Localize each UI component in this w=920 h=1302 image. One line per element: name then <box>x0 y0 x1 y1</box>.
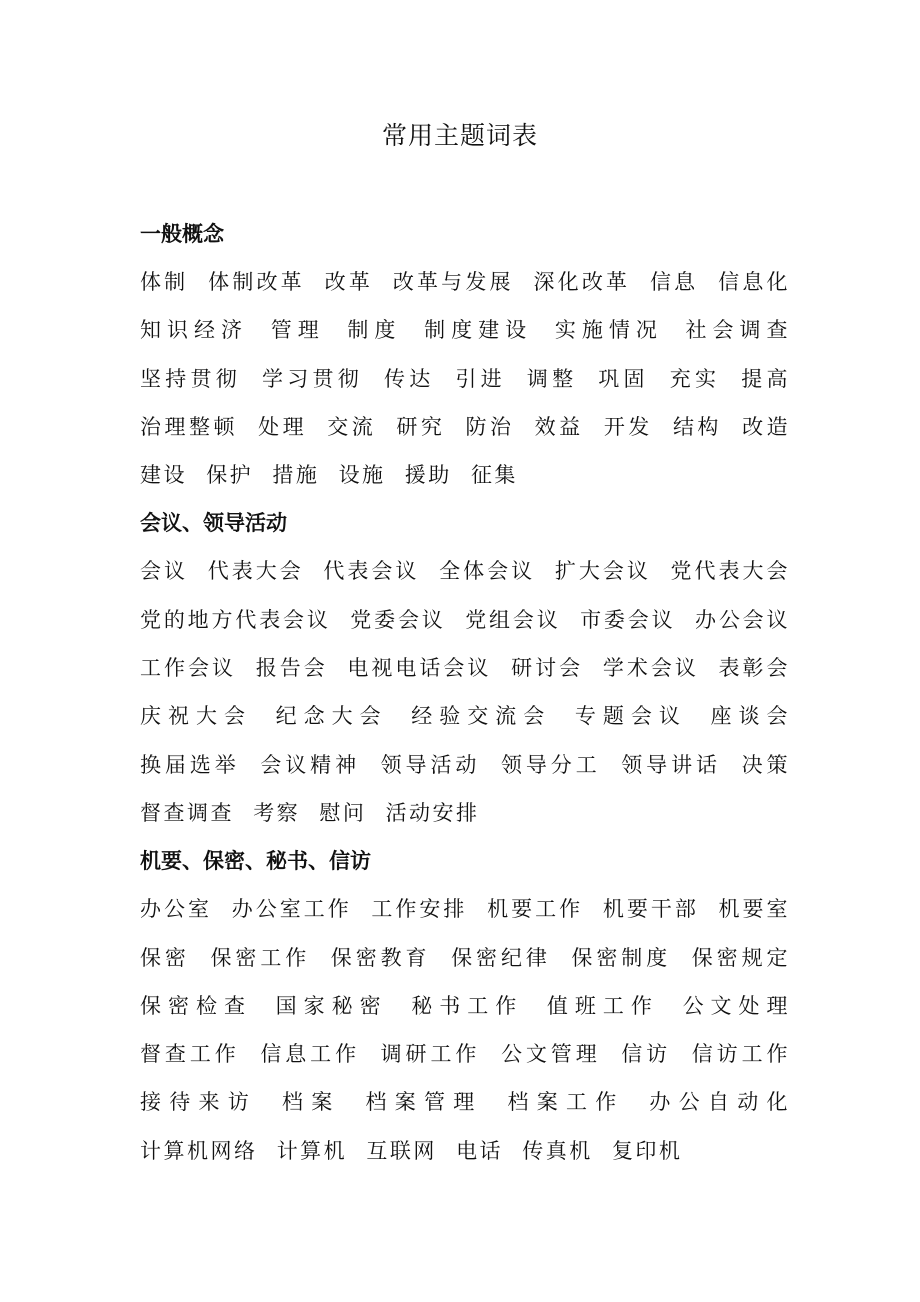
section-confidential-secretarial <box>140 837 790 1175</box>
term: 考察 <box>253 800 301 825</box>
term: 坚持贯彻 <box>140 366 242 391</box>
term: 保密制度 <box>571 945 672 970</box>
term: 巩固 <box>598 366 649 391</box>
term: 党委会议 <box>350 607 446 632</box>
term: 党组会议 <box>465 607 561 632</box>
term: 保护 <box>206 463 254 488</box>
term: 制度建设 <box>424 318 533 343</box>
term: 档案管理 <box>365 1090 483 1115</box>
term: 信息化 <box>718 270 790 294</box>
term: 信访 <box>621 1042 672 1067</box>
term: 学习贯彻 <box>261 366 363 391</box>
term: 值班工作 <box>546 993 659 1018</box>
term: 开发 <box>603 414 653 439</box>
term: 公文处理 <box>682 993 791 1018</box>
section-heading: 机要、保密、秘书、信访 <box>140 849 371 874</box>
term: 知识经济 <box>140 318 249 343</box>
term: 提高 <box>741 366 790 391</box>
section-heading: 一般概念 <box>140 222 224 246</box>
term: 保密 <box>140 945 190 970</box>
term: 交流 <box>327 414 377 439</box>
term: 研究 <box>396 414 446 439</box>
term: 决策 <box>741 752 790 777</box>
term: 效益 <box>534 414 584 439</box>
term: 办公室工作 <box>231 897 352 922</box>
term: 保密教育 <box>330 945 431 970</box>
term: 设施 <box>338 463 386 488</box>
term: 信息 <box>650 270 699 294</box>
term: 办公自动化 <box>649 1090 790 1115</box>
term: 学术会议 <box>602 656 699 681</box>
term: 充实 <box>669 366 721 391</box>
term: 办公会议 <box>695 607 791 632</box>
term: 全体会议 <box>439 559 536 584</box>
term: 扩大会议 <box>554 559 651 584</box>
term: 深化改革 <box>533 270 631 294</box>
term: 纪念大会 <box>275 704 388 729</box>
term: 代表大会 <box>207 559 304 584</box>
term: 领导活动 <box>380 752 481 777</box>
term: 计算机网络 <box>140 1138 258 1163</box>
term: 保密规定 <box>691 945 790 970</box>
term: 活动安排 <box>385 800 480 825</box>
term: 调整 <box>526 366 578 391</box>
term: 治理整顿 <box>140 414 238 439</box>
term: 换届选举 <box>140 752 240 777</box>
term: 传达 <box>383 366 435 391</box>
section-heading: 会议、领导活动 <box>140 511 287 536</box>
term: 处理 <box>258 414 308 439</box>
term: 引进 <box>455 366 506 391</box>
term: 机要干部 <box>602 897 699 922</box>
term: 信访工作 <box>691 1042 790 1067</box>
term: 庆祝大会 <box>140 704 252 729</box>
term: 实施情况 <box>554 318 663 343</box>
term: 党的地方代表会议 <box>140 607 331 632</box>
term: 机要工作 <box>487 897 584 922</box>
section-general-concepts <box>140 210 790 499</box>
term: 督查调查 <box>140 800 234 825</box>
term: 结构 <box>672 414 722 439</box>
term: 工作安排 <box>371 897 468 922</box>
term: 领导讲话 <box>621 752 721 777</box>
term: 公文管理 <box>500 1042 601 1067</box>
term: 调研工作 <box>380 1042 481 1067</box>
term: 信息工作 <box>260 1042 361 1067</box>
term: 征集 <box>470 463 518 488</box>
page-title: 常用主题词表 <box>381 121 538 150</box>
term: 措施 <box>272 463 320 488</box>
term: 保密工作 <box>210 945 311 970</box>
term: 接待来访 <box>140 1090 258 1115</box>
term: 代表会议 <box>323 559 420 584</box>
term: 研讨会 <box>511 656 584 681</box>
term: 体制 <box>140 270 189 294</box>
term: 会议精神 <box>260 752 361 777</box>
term: 工作会议 <box>140 656 237 681</box>
term: 督查工作 <box>140 1042 240 1067</box>
section-meetings-leadership <box>140 499 790 837</box>
term: 市委会议 <box>580 607 676 632</box>
term: 专题会议 <box>574 704 687 729</box>
term: 机要室 <box>718 897 791 922</box>
term: 经验交流会 <box>411 704 552 729</box>
term: 复印机 <box>611 1138 683 1163</box>
term: 保密纪律 <box>451 945 551 970</box>
term: 改革与发展 <box>392 270 514 294</box>
term: 互联网 <box>366 1138 437 1163</box>
term: 座谈会 <box>710 704 791 729</box>
term: 建设 <box>140 463 187 488</box>
term: 社会调查 <box>685 318 791 343</box>
term: 秘书工作 <box>411 993 524 1018</box>
term: 办公室 <box>140 897 213 922</box>
term: 传真机 <box>522 1138 593 1163</box>
term: 体制改革 <box>208 270 305 294</box>
term: 档案工作 <box>507 1090 625 1115</box>
term: 档案 <box>281 1090 341 1115</box>
term: 改造 <box>742 414 791 439</box>
term: 党代表大会 <box>670 559 791 584</box>
term: 国家秘密 <box>275 993 388 1018</box>
term: 管理 <box>270 318 325 343</box>
term: 制度 <box>347 318 402 343</box>
term-list <box>140 885 790 1175</box>
term: 慰问 <box>319 800 367 825</box>
term: 防治 <box>465 414 515 439</box>
term: 保密检查 <box>140 993 252 1018</box>
term: 会议 <box>140 559 189 584</box>
term: 电视电话会议 <box>347 656 492 681</box>
term: 改革 <box>324 270 373 294</box>
term: 表彰会 <box>718 656 791 681</box>
term: 领导分工 <box>500 752 601 777</box>
term-list <box>140 547 790 837</box>
term: 报告会 <box>255 656 328 681</box>
term: 电话 <box>456 1138 504 1163</box>
term: 援助 <box>404 463 452 488</box>
document-body <box>140 210 790 1175</box>
term: 计算机 <box>276 1138 348 1163</box>
term-list <box>140 258 790 499</box>
